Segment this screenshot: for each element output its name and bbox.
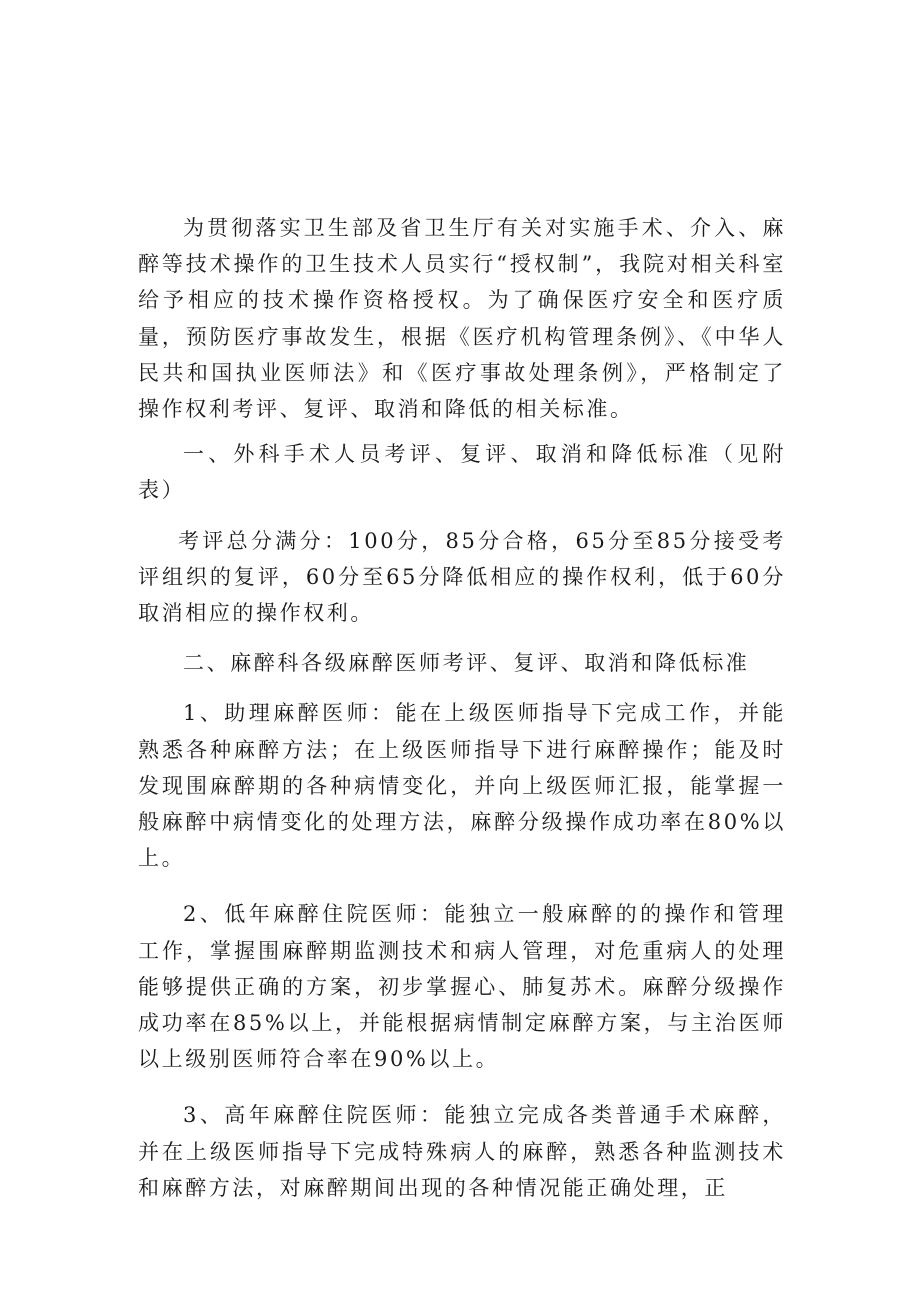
item-three-paragraph: 3、高年麻醉住院医师：能独立完成各类普通手术麻醉，并在上级医师指导下完成特殊病人的麻醉，熟悉各种监测技术和麻醉方法，对麻醉期间出现的各种情况能正确处理，正 bbox=[138, 1103, 786, 1200]
section-one-body: 考评总分满分：100分，85分合格，65分至85分接受考评组织的复评，60分至65分降低相应的操作权利，低于60分取消相应的操作权利。 bbox=[138, 528, 786, 626]
intro-paragraph: 为贯彻落实卫生部及省卫生厅有关对实施手术、介入、麻醉等技术操作的卫生技术人员实行“授权制”，我院对相关科室给予相应的技术操作资格授权。为了确保医疗安全和医疗质量，预防医疗事故发生，根据《医疗机构管理条例》、《中华人民共和国执业医师法》和《医疗事故处理条例》，严格制定了操作权利考评、复评、取消和降低的相关标准。 bbox=[138, 216, 786, 422]
item-two-paragraph: 2、低年麻醉住院医师：能独立一般麻醉的的操作和管理工作，掌握围麻醉期监测技术和病人管理，对危重病人的处理能够提供正确的方案，初步掌握心、肺复苏术。麻醉分级操作成功率在85%以上，并能根据病情制定麻醉方案，与主治医师以上级别医师符合率在90%以上。 bbox=[138, 902, 786, 1072]
section-one-heading: 一、外科手术人员考评、复评、取消和降低标准（见附表） bbox=[138, 442, 786, 503]
document-body bbox=[138, 210, 786, 1206]
section-two-heading: 二、麻醉科各级麻醉医师考评、复评、取消和降低标准 bbox=[183, 651, 750, 676]
item-one-paragraph: 1、助理麻醉医师：能在上级医师指导下完成工作，并能熟悉各种麻醉方法；在上级医师指导下进行麻醉操作；能及时发现围麻醉期的各种病情变化，并向上级医师汇报，能掌握一般麻醉中病情变化的处理方法，麻醉分级操作成功率在80%以上。 bbox=[138, 701, 786, 871]
